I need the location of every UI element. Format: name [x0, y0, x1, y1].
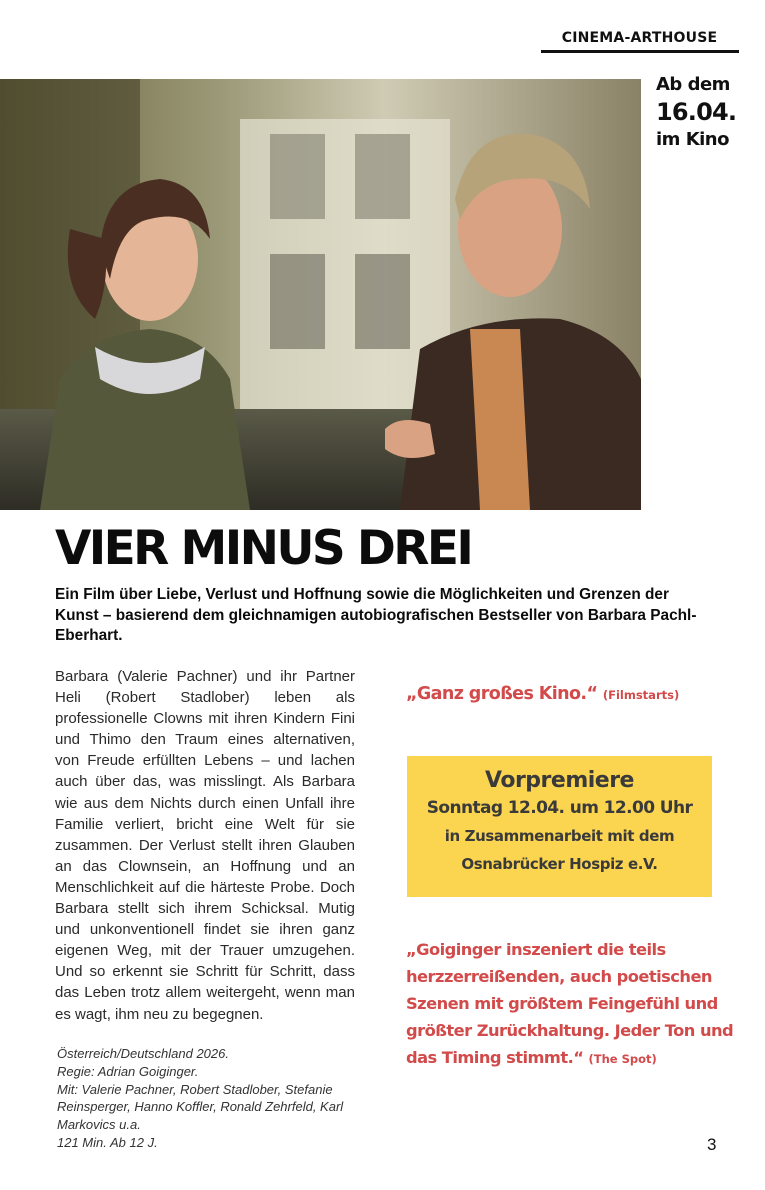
press-quote-filmstarts: [406, 684, 736, 704]
release-line-1: Ab dem: [656, 74, 730, 95]
vorpremiere-box: [407, 756, 712, 897]
credits-cast: Mit: Valerie Pachner, Robert Stadlober, Stefanie Reinsperger, Hanno Koffler, Ronald Zehrfeld, Karl Markovics u.a.: [57, 1081, 344, 1133]
press-quote-the-spot: [406, 936, 741, 1073]
credits-director: Regie: Adrian Goiginger.: [57, 1063, 199, 1079]
vorpremiere-title: Vorpremiere: [485, 768, 634, 793]
quote-text: „Ganz großes Kino.“: [406, 684, 598, 704]
film-credits: [57, 1045, 367, 1152]
film-lead: Ein Film über Liebe, Verlust und Hoffnung sowie die Möglichkeiten und Grenzen der Kunst – basierend dem gleichnamigen autobiografischen Bestseller von Barbara Pachl-Eberhart.: [55, 586, 697, 644]
release-date: 16.04.: [656, 98, 737, 126]
film-synopsis: Barbara (Valerie Pachner) und ihr Partner Heli (Robert Stadlober) leben als professionelle Clowns mit ihren Kindern Fini und Thimo den Traum eines alternativen, von Freude erfüllten Lebens – und lachen auch über das, was misslingt. Als Barbara wie aus dem Nichts durch einen Unfall ihre Familie verliert, bricht eine Welt für sie zusammen. Der Verlust stellt ihren Glauben an das Clownsein, an Hoffnung und an Menschlichkeit auf die härteste Probe. Doch Barbara stellt sich ihrem Schicksal. Mutig und unkonventionell findet sie ihren ganz eigenen Weg, mit der Trauer umzugehen. Und so erkennt sie Schritt für Schritt, dass das Leben trotz allem weitergeht, wenn man es wagt, ihm neu zu begegnen.: [55, 668, 355, 1023]
release-line-3: im Kino: [656, 129, 729, 150]
credits-runtime: 121 Min. Ab 12 J.: [57, 1134, 158, 1150]
film-title: VIER MINUS DREI: [55, 521, 472, 576]
vorpremiere-partner-line-1: in Zusammenarbeit mit dem: [444, 827, 675, 845]
vorpremiere-partner-line-2: Osnabrücker Hospiz e.V.: [461, 855, 658, 873]
quote-source: (Filmstarts): [602, 688, 680, 702]
quote-source: (The Spot): [588, 1052, 657, 1066]
vorpremiere-date: Sonntag 12.04. um 12.00 Uhr: [426, 798, 693, 818]
quote-text: „Goiginger inszeniert die teils herzzerreißenden, auch poetischen Szenen mit größtem Feingefühl und größter Zurückhaltung. Jeder Ton und das Timing stimmt.“: [406, 940, 734, 1067]
section-label: CINEMA-ARTHOUSE: [561, 30, 718, 46]
credits-country-year: Österreich/Deutschland 2026.: [57, 1046, 229, 1061]
page-number: 3: [707, 1135, 717, 1154]
section-rule: [541, 50, 739, 53]
release-info: [656, 72, 756, 154]
film-still-photo: [0, 79, 641, 510]
